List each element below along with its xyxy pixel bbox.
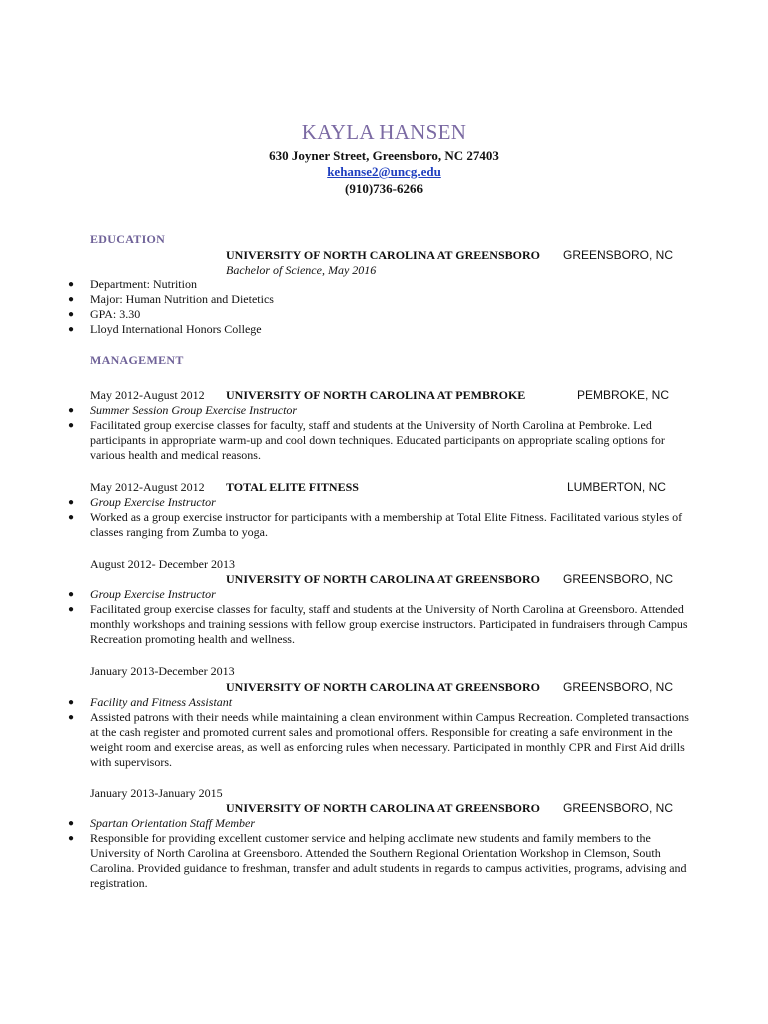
education-degree: Bachelor of Science, May 2016 (226, 263, 377, 277)
job-dates: August 2012- December 2013 (90, 557, 235, 571)
job-dates: May 2012-August 2012 (90, 480, 205, 494)
bullet-icon: ● (68, 697, 75, 708)
job-org: UNIVERSITY OF NORTH CAROLINA AT PEMBROKE (226, 388, 526, 402)
bullet-icon: ● (68, 324, 75, 335)
resume-name: KAYLA HANSEN (301, 120, 467, 144)
job-org: UNIVERSITY OF NORTH CAROLINA AT GREENSBORO (226, 572, 540, 586)
education-school: UNIVERSITY OF NORTH CAROLINA AT GREENSBORO (226, 248, 540, 262)
bullet-icon: ● (68, 405, 75, 416)
bullet-icon: ● (68, 712, 75, 723)
bullet-icon: ● (68, 589, 75, 600)
education-detail: Lloyd International Honors College (90, 322, 262, 336)
job-dates: January 2013-January 2015 (90, 786, 223, 800)
bullet-icon: ● (68, 420, 75, 431)
job-location: GREENSBORO, NC (563, 801, 674, 815)
job-title: Spartan Orientation Staff Member (90, 816, 255, 830)
address: 630 Joyner Street, Greensboro, NC 27403 (269, 148, 499, 163)
job-description: Facilitated group exercise classes for faculty, staff and students at the University of North Carolina at Pembroke. Led participants in appropriate warm-up and cool down techniques. Educated participants on appropriate scaling options for various health and medical reasons. (90, 418, 665, 462)
education-heading: EDUCATION (90, 232, 166, 246)
job-location: PEMBROKE, NC (577, 388, 670, 402)
job-description: Facilitated group exercise classes for faculty, staff and students at the University of North Carolina at Greensboro. Attended monthly workshops and training sessions with fellow group exercise instructors. Participated in fundraisers through Campus Recreation promoting health and wellness. (90, 602, 688, 646)
education-location: GREENSBORO, NC (563, 248, 674, 262)
job-title: Summer Session Group Exercise Instructor (90, 403, 298, 417)
job-title: Facility and Fitness Assistant (90, 695, 233, 709)
job-description: Responsible for providing excellent customer service and helping acclimate new students and family members to the University of North Carolina at Greensboro. Attended the Southern Regional Orientation Workshop in Clemson, South Carolina. Provided guidance to freshman, transfer and adult students in regards to campus activities, programs, advising and registration. (90, 831, 687, 890)
job-org: UNIVERSITY OF NORTH CAROLINA AT GREENSBORO (226, 801, 540, 815)
phone: (910)736-6266 (345, 181, 423, 196)
education-detail: GPA: 3.30 (90, 307, 141, 321)
job-dates: May 2012-August 2012 (90, 388, 205, 402)
bullet-icon: ● (68, 279, 75, 290)
job-title: Group Exercise Instructor (90, 495, 216, 509)
bullet-icon: ● (68, 512, 75, 523)
bullet-icon: ● (68, 497, 75, 508)
job-location: GREENSBORO, NC (563, 572, 674, 586)
bullet-icon: ● (68, 309, 75, 320)
job-location: LUMBERTON, NC (567, 480, 666, 494)
management-heading: MANAGEMENT (90, 353, 184, 367)
job-org: TOTAL ELITE FITNESS (226, 480, 359, 494)
education-detail: Major: Human Nutrition and Dietetics (90, 292, 274, 306)
job-title: Group Exercise Instructor (90, 587, 216, 601)
email-link[interactable]: kehanse2@uncg.edu (327, 164, 441, 179)
job-description: Worked as a group exercise instructor for participants with a membership at Total Elite Fitness. Facilitated various styles of classes ranging from Zumba to yoga. (90, 510, 683, 539)
bullet-icon: ● (68, 818, 75, 829)
job-dates: January 2013-December 2013 (90, 664, 235, 678)
email-line (0, 164, 768, 180)
bullet-icon: ● (68, 294, 75, 305)
bullet-icon: ● (68, 833, 75, 844)
job-location: GREENSBORO, NC (563, 680, 674, 694)
bullet-icon: ● (68, 604, 75, 615)
job-description: Assisted patrons with their needs while maintaining a clean environment within Campus Recreation. Completed transactions at the cash register and promoted current sales and promotional offers. Responsible for creating a safe environment in the weight room and exercise areas, as well as enforcing rules when necessary. Participated in monthly CPR and First Aid drills with supervisors. (90, 710, 689, 769)
education-detail: Department: Nutrition (90, 277, 197, 291)
job-org: UNIVERSITY OF NORTH CAROLINA AT GREENSBORO (226, 680, 540, 694)
